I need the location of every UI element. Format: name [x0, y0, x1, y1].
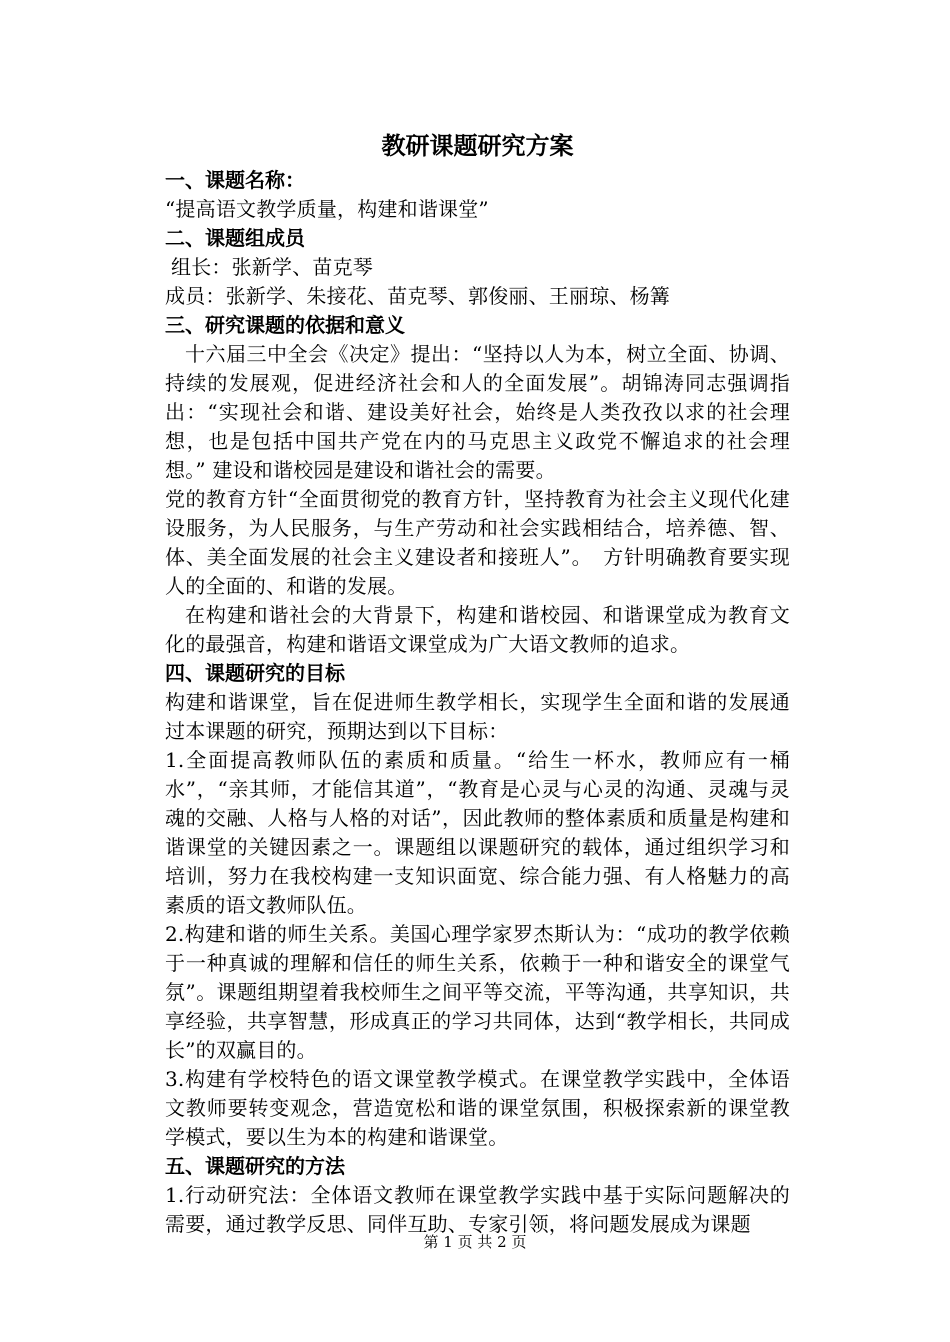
document-body	[165, 128, 790, 1239]
section-heading-members: 二、课题组成员	[165, 226, 305, 250]
topic-name-text: “提高语文教学质量，构建和谐课堂”	[165, 197, 489, 221]
team-leader-line: 组长：张新学、苗克琴	[171, 255, 373, 279]
section-heading-basis: 三、研究课题的依据和意义	[165, 313, 405, 337]
basis-paragraph-1: 十六届三中全会《决定》提出：“坚持以人为本，树立全面、协调、持续的发展观，促进经济社会和人的全面发展”。胡锦涛同志强调指出：“实现社会和谐、建设美好社会，始终是人类孜孜以求的社会理想，也是包括中国共产党在内的马克思主义政党不懈追求的社会理想。” 建设和谐校园是建设和谐社会的需要。	[165, 342, 790, 482]
basis-paragraph-3: 在构建和谐社会的大背景下，构建和谐校园、和谐课堂成为教育文化的最强音，构建和谐语文课堂成为广大语文教师的追求。	[165, 603, 790, 656]
goal-item-3: 3.构建有学校特色的语文课堂教学模式。在课堂教学实践中，全体语文教师要转变观念，营造宽松和谐的课堂氛围，积极探索新的课堂教学模式，要以生为本的构建和谐课堂。	[165, 1067, 790, 1149]
document-title: 教研课题研究方案	[381, 131, 574, 160]
goal-item-1: 1.全面提高教师队伍的素质和质量。“给生一杯水，教师应有一桶水”，“亲其师，才能信其道”，“教育是心灵与心灵的沟通、灵魂与灵魂的交融、人格与人格的对话”，因此教师的整体素质和质量是构建和谐课堂的关键因素之一。课题组以课题研究的载体，通过组织学习和培训，努力在我校构建一支知识面宽、综合能力强、有人格魅力的高素质的语文教师队伍。	[165, 748, 790, 917]
section-heading-goals: 四、课题研究的目标	[165, 661, 345, 685]
basis-paragraph-2: 党的教育方针“全面贯彻党的教育方针，坚持教育为社会主义现代化建设服务，为人民服务，与生产劳动和社会实践相结合，培养德、智、体、美全面发展的社会主义建设者和接班人”。 方针明确教育要实现人的全面的、和谐的发展。	[165, 487, 790, 598]
team-members-line: 成员：张新学、朱接花、苗克琴、郭俊丽、王丽琼、杨篝	[165, 284, 670, 308]
method-item-1: 1.行动研究法：全体语文教师在课堂教学实践中基于实际问题解决的需要，通过教学反思、同伴互助、专家引领，将问题发展成为课题	[165, 1183, 790, 1236]
page-footer: 第 1 页 共 2 页	[423, 1233, 527, 1251]
goal-item-2: 2.构建和谐的师生关系。美国心理学家罗杰斯认为：“成功的教学依赖于一种真诚的理解和信任的师生关系，依赖于一种和谐安全的课堂气氛”。课题组期望着我校师生之间平等交流，平等沟通，共享知识，共享经验，共享智慧，形成真正的学习共同体，达到“教学相长，共同成长”的双赢目的。	[165, 922, 790, 1062]
goals-intro: 构建和谐课堂，旨在促进师生教学相长，实现学生全面和谐的发展通过本课题的研究，预期达到以下目标：	[165, 690, 790, 743]
section-heading-topic-name: 一、课题名称：	[165, 168, 305, 192]
section-heading-methods: 五、课题研究的方法	[165, 1154, 345, 1178]
